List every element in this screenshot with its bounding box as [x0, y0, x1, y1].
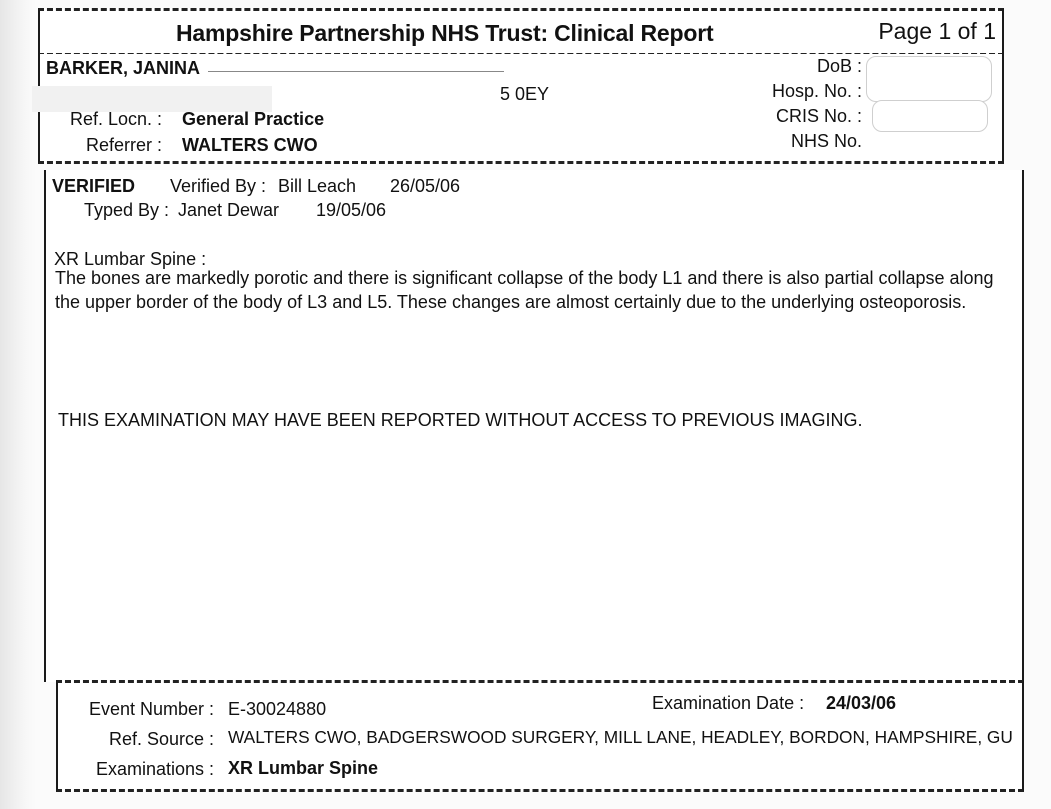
- verified-by-label: Verified By :: [170, 176, 267, 196]
- patient-details-section: [38, 54, 1004, 164]
- examinations-label: Examinations :: [95, 759, 214, 779]
- referrer-label: Referrer :: [86, 135, 163, 155]
- event-number: E-30024880: [228, 699, 327, 719]
- cris-no-label: CRIS No. :: [775, 106, 862, 126]
- patient-name: BARKER, JANINA: [46, 58, 201, 78]
- typed-date: 19/05/06: [316, 200, 387, 220]
- report-body: [44, 170, 1024, 682]
- referrer-value: WALTERS CWO: [182, 135, 318, 155]
- verified-date: 26/05/06: [390, 176, 461, 196]
- exam-date: 24/03/06: [826, 693, 897, 713]
- report-title-bar: [38, 8, 1004, 56]
- verification-status: VERIFIED: [52, 176, 136, 196]
- divider: [208, 71, 504, 72]
- verified-by: Bill Leach: [278, 176, 357, 196]
- redacted-dob-hosp: [866, 56, 992, 102]
- event-number-label: Event Number :: [88, 699, 214, 719]
- report-findings: The bones are markedly porotic and there is significant collapse of the body L1 and there is also partial collapse along the upper border of the body of L3 and L5. These changes are almost certainly due to the underlying osteoporosis.: [55, 268, 994, 312]
- dob-label: DoB :: [816, 56, 862, 76]
- exam-heading: XR Lumbar Spine :: [54, 249, 207, 269]
- hosp-no-label: Hosp. No. :: [771, 81, 862, 101]
- ref-locn-label: Ref. Locn. :: [70, 109, 163, 129]
- ref-source: WALTERS CWO, BADGERSWOOD SURGERY, MILL LANE, HEADLEY, BORDON, HAMPSHIRE, GU: [228, 727, 1013, 747]
- imaging-notice: THIS EXAMINATION MAY HAVE BEEN REPORTED WITHOUT ACCESS TO PREVIOUS IMAGING.: [58, 410, 863, 430]
- examinations-value: XR Lumbar Spine: [228, 758, 379, 778]
- ref-locn-value: General Practice: [182, 109, 325, 129]
- nhs-no-label: NHS No.: [790, 131, 862, 151]
- report-title: Hampshire Partnership NHS Trust: Clinical Report: [176, 20, 714, 46]
- scan-edge-shadow: [0, 0, 36, 809]
- redacted-cris: [872, 100, 988, 132]
- ref-source-label: Ref. Source :: [108, 729, 214, 749]
- typed-by-label: Typed By :: [84, 200, 170, 220]
- typed-by: Janet Dewar: [178, 200, 280, 220]
- page-indicator: Page 1 of 1: [878, 18, 996, 44]
- postcode-fragment: 5 0EY: [500, 84, 550, 104]
- exam-footer: [56, 680, 1024, 792]
- exam-date-label: Examination Date :: [652, 693, 805, 713]
